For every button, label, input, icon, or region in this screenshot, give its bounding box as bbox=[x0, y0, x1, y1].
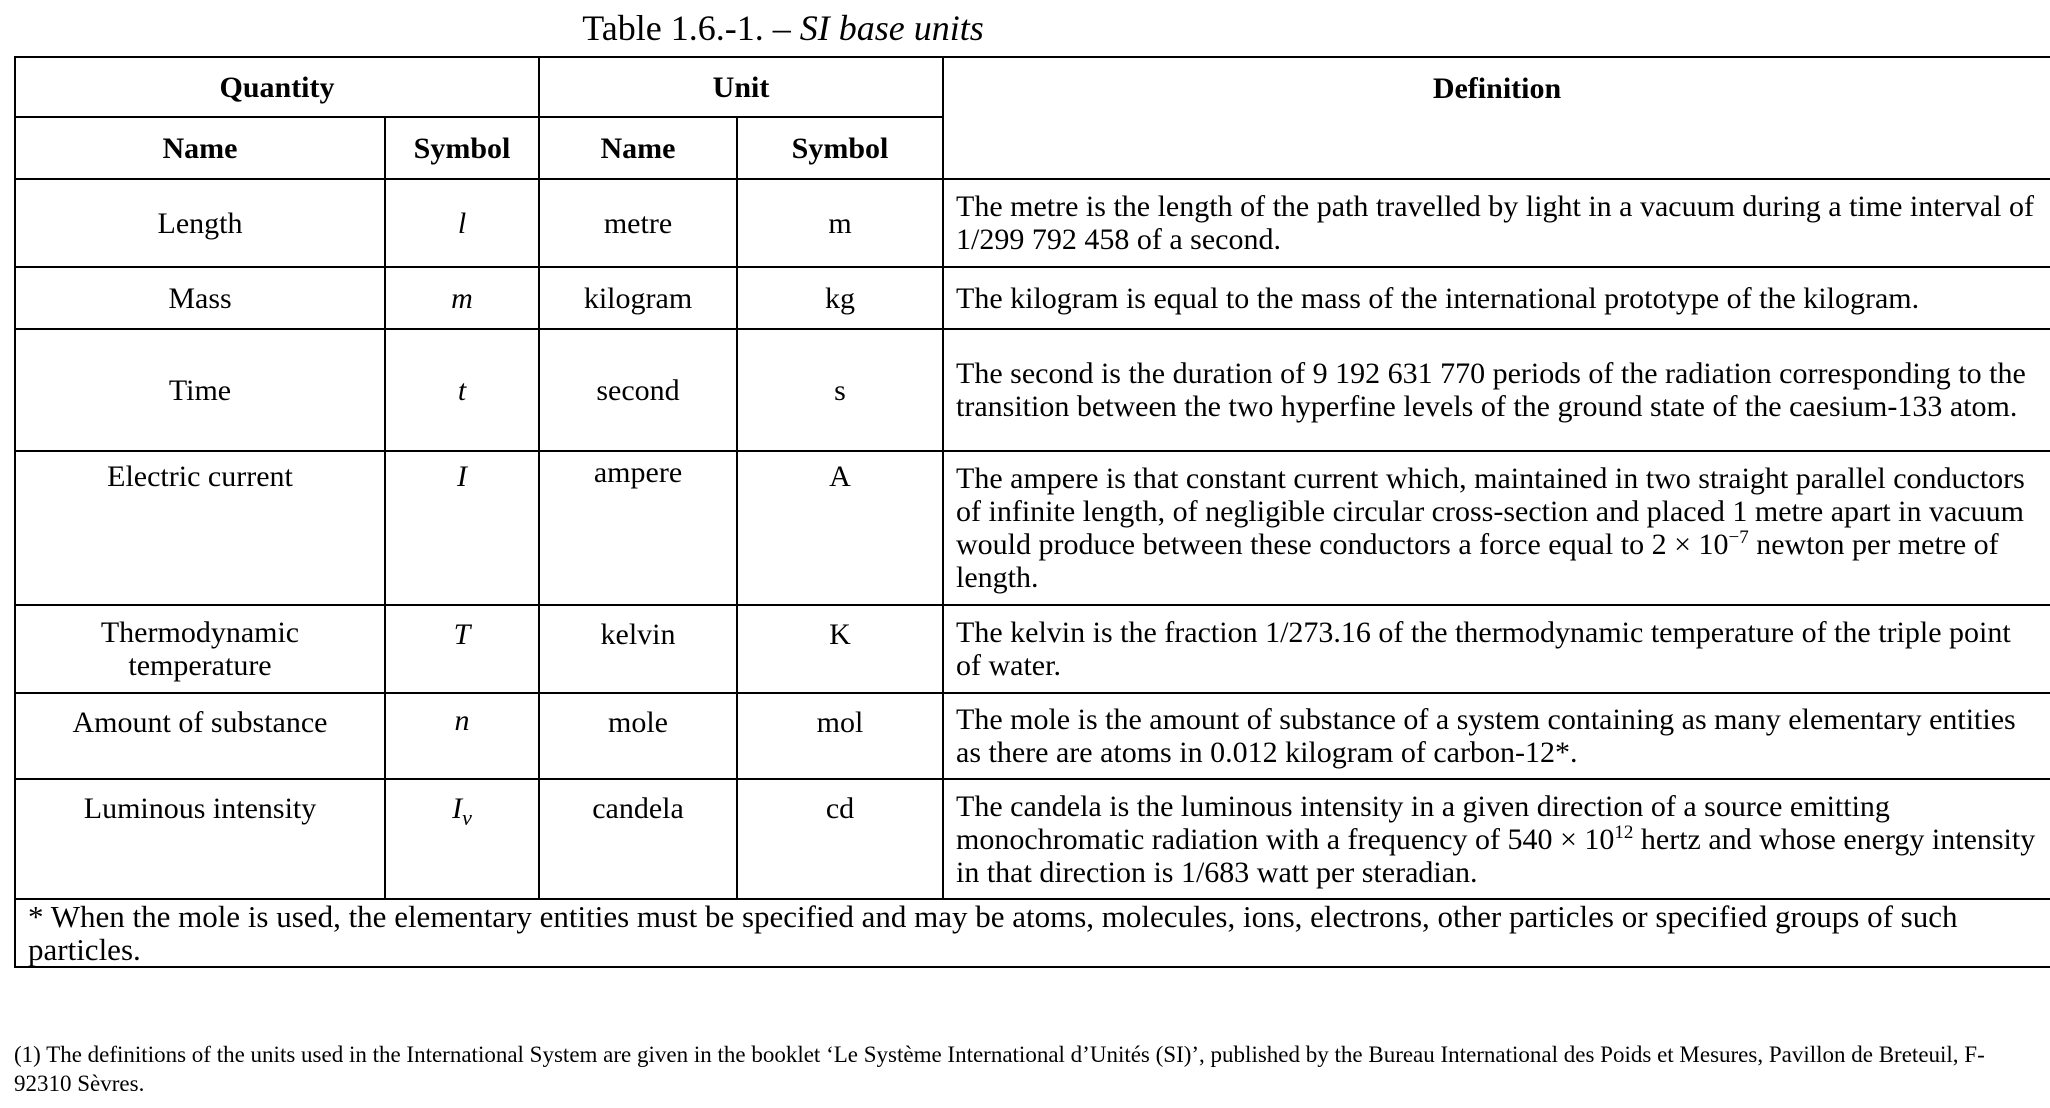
table-note: * When the mole is used, the elementary entities must be specified and may be atoms, molecules, ions, electrons, other particles or specified groups of such particles. bbox=[15, 899, 2050, 967]
unit-name: ampere bbox=[539, 451, 737, 605]
unit-symbol: mol bbox=[737, 693, 943, 779]
quantity-symbol: m bbox=[385, 267, 539, 329]
unit-definition: The kilogram is equal to the mass of the international prototype of the kilogram. bbox=[943, 267, 2050, 329]
header-row-groups bbox=[15, 57, 2050, 117]
unit-symbol: K bbox=[737, 605, 943, 693]
caption-title: SI base units bbox=[799, 8, 984, 48]
table-row bbox=[15, 179, 2050, 267]
quantity-name: Time bbox=[15, 329, 385, 451]
unit-name: mole bbox=[539, 693, 737, 779]
definition-text: The ampere is that constant current which, maintained in two straight parallel conductors of infinite length, of negligible circular cross-section and placed 1 metre apart in vacuum would produce between these conductors a force equal to 2 × 10 bbox=[956, 462, 2025, 561]
definition-text: The candela is the luminous intensity in a given direction of a source emitting monochromatic radiation with a frequency of 540 × 10 bbox=[956, 789, 1890, 856]
unit-symbol: cd bbox=[737, 779, 943, 899]
unit-symbol: A bbox=[737, 451, 943, 605]
quantity-name: Amount of substance bbox=[15, 693, 385, 779]
unit-name: candela bbox=[539, 779, 737, 899]
table-row bbox=[15, 329, 2050, 451]
unit-definition: The metre is the length of the path travelled by light in a vacuum during a time interval of 1/299 792 458 of a second. bbox=[943, 179, 2050, 267]
table-note-row bbox=[15, 899, 2050, 967]
quantity-symbol: n bbox=[385, 693, 539, 779]
quantity-symbol bbox=[385, 779, 539, 899]
unit-definition: The kelvin is the fraction 1/273.16 of the thermodynamic temperature of the triple point of water. bbox=[943, 605, 2050, 693]
table-row bbox=[15, 267, 2050, 329]
unit-name: metre bbox=[539, 179, 737, 267]
definition-text-end: hertz and whose energy intensity in that direction is 1/683 watt per steradian. bbox=[956, 822, 2036, 889]
unit-name: kilogram bbox=[539, 267, 737, 329]
definition-text-end: newton per metre of length. bbox=[956, 528, 1999, 594]
header-unit: Unit bbox=[539, 57, 943, 117]
table-caption bbox=[0, 6, 1566, 50]
definition-exponent: −7 bbox=[1728, 527, 1749, 548]
header-quantity-name: Name bbox=[15, 117, 385, 179]
table-row bbox=[15, 779, 2050, 899]
unit-symbol: m bbox=[737, 179, 943, 267]
si-base-units-table bbox=[14, 56, 2050, 968]
caption-prefix: Table 1.6.-1. – bbox=[582, 8, 791, 48]
unit-symbol: s bbox=[737, 329, 943, 451]
footnote: (1) The definitions of the units used in the International System are given in the booklet ‘Le Système International d’Unités (SI)’, published by the Bureau International des Poids et Mesures, Pavillon de Breteuil, F-92310 Sèvres. bbox=[14, 1042, 1985, 1096]
quantity-symbol: I bbox=[385, 451, 539, 605]
quantity-symbol: t bbox=[385, 329, 539, 451]
quantity-name: Length bbox=[15, 179, 385, 267]
unit-definition: The second is the duration of 9 192 631 770 periods of the radiation corresponding to the transition between the two hyperfine levels of the ground state of the caesium-133 atom. bbox=[943, 329, 2050, 451]
header-unit-name: Name bbox=[539, 117, 737, 179]
quantity-symbol-subscript: v bbox=[462, 805, 472, 830]
header-quantity-symbol: Symbol bbox=[385, 117, 539, 179]
header-unit-symbol: Symbol bbox=[737, 117, 943, 179]
quantity-name: Mass bbox=[15, 267, 385, 329]
table-row bbox=[15, 605, 2050, 693]
table-row bbox=[15, 693, 2050, 779]
definition-exponent: 12 bbox=[1614, 821, 1634, 843]
unit-definition bbox=[943, 451, 2050, 605]
header-quantity: Quantity bbox=[15, 57, 539, 117]
table-row bbox=[15, 451, 2050, 605]
header-definition: Definition bbox=[943, 57, 2050, 179]
unit-definition: The mole is the amount of substance of a system containing as many elementary entities as there are atoms in 0.012 kilogram of carbon-12*. bbox=[943, 693, 2050, 779]
unit-definition bbox=[943, 779, 2050, 899]
quantity-name: Electric current bbox=[15, 451, 385, 605]
unit-name: kelvin bbox=[539, 605, 737, 693]
unit-name: second bbox=[539, 329, 737, 451]
unit-symbol: kg bbox=[737, 267, 943, 329]
quantity-name: Thermodynamic temperature bbox=[15, 605, 385, 693]
quantity-symbol: T bbox=[385, 605, 539, 693]
quantity-symbol: l bbox=[385, 179, 539, 267]
quantity-name: Luminous intensity bbox=[15, 779, 385, 899]
quantity-symbol-base: I bbox=[452, 792, 463, 825]
